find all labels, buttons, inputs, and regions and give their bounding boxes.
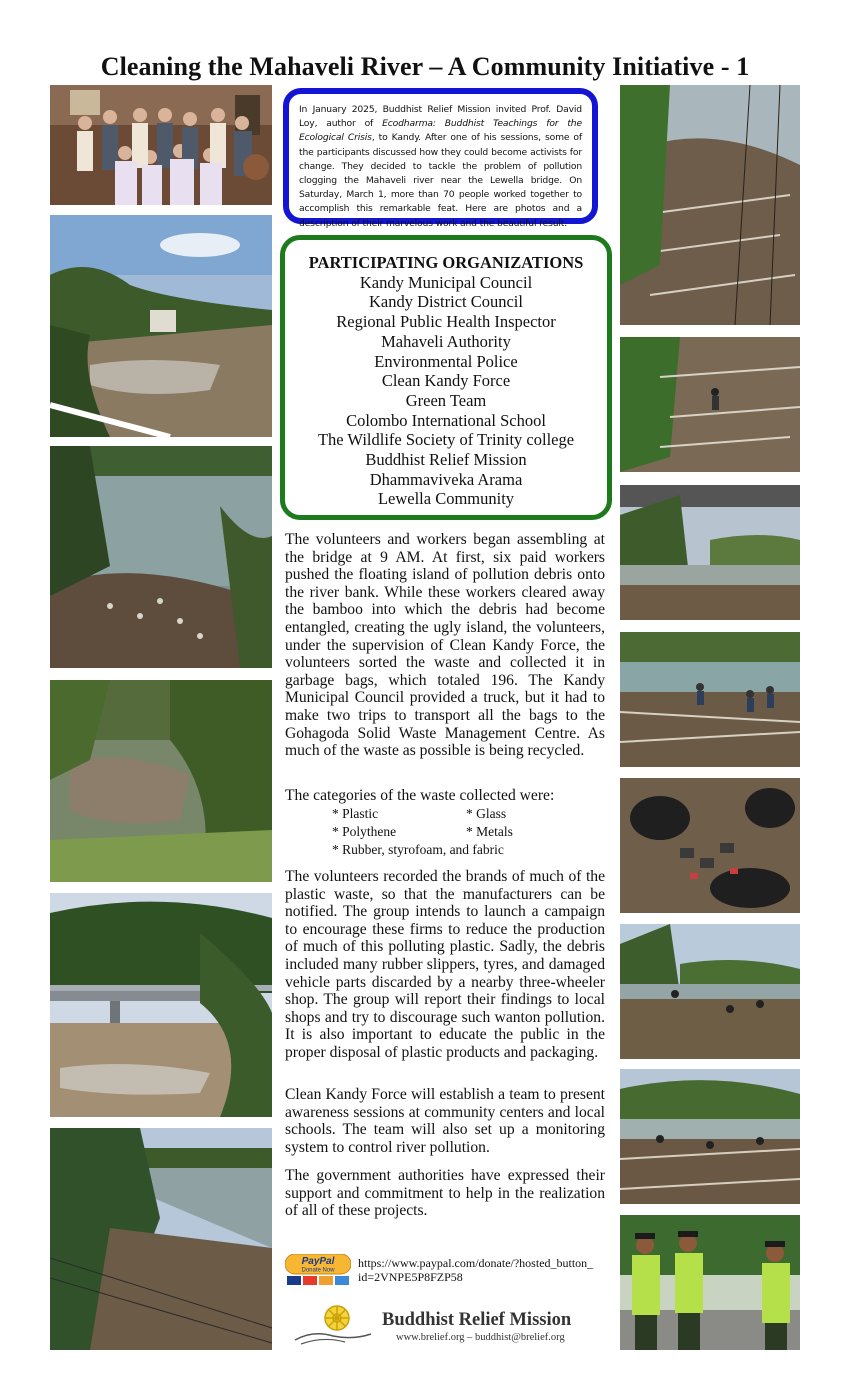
group-photo bbox=[50, 85, 272, 205]
org-item: Mahaveli Authority bbox=[381, 331, 511, 351]
volunteers-clearing-photo bbox=[620, 632, 800, 767]
org-item: Colombo International School bbox=[346, 410, 546, 430]
riverbank-volunteers-photo bbox=[620, 924, 800, 1059]
paragraph-government: The government authorities have expressed their support and commitment to help in the realization of all of these projects. bbox=[285, 1167, 605, 1220]
river-debris-photo-2 bbox=[50, 446, 272, 668]
intro-text-part1: In January 2025, Buddhist Relief Mission invited Prof. David Loy, author of bbox=[299, 104, 582, 130]
category-item: * Plastic bbox=[332, 806, 379, 821]
organizations-box bbox=[280, 235, 612, 520]
category-item: * Glass bbox=[466, 806, 507, 821]
river-vegetation-photo bbox=[50, 680, 272, 882]
paragraph-assembly: The volunteers and workers began assembling at the bridge at 9 AM. At first, six paid workers pushed the floating island of pollution debris onto the river bank. While these workers cleared away the bamboo into which the debris had become entangled, creating the ugly island, the volunteers, under the supervision of Clean Kandy Force, the volunteers sorted the waste and collected it in garbage bags, which totaled 196. The Kandy Municipal Council provided a truck, but it had to make two trips to transport all the bags to the Gohagoda Solid Waste Management Centre. As much of the waste as possible is being recycled. bbox=[285, 531, 605, 760]
footer-contact[interactable]: www.brelief.org – buddhist@brelief.org bbox=[396, 1332, 565, 1343]
river-debris-photo-1 bbox=[50, 215, 272, 437]
paypal-donate-link[interactable] bbox=[358, 1256, 608, 1284]
discover-card-icon bbox=[319, 1276, 333, 1285]
organizations-heading: PARTICIPATING ORGANIZATIONS bbox=[308, 253, 584, 272]
floating-debris-photo bbox=[620, 85, 800, 325]
paragraph-brands: The volunteers recorded the brands of much of the plastic waste, so that the manufacturers can be notified. The group intends to launch a campaign to encourage these firms to reduce the production of much of this polluting plastic. Sadly, the debris included many rubber slippers, tyres, and damaged vehicle parts discarded by a nearby three-wheeler shop. The group will report their findings to local shops and try to discourage such wanton pollution. It is also important to educate the public in the proper disposal of plastic products and packaging. bbox=[285, 868, 605, 1061]
under-bridge-photo bbox=[620, 485, 800, 620]
sorted-waste-photo bbox=[620, 778, 800, 913]
workers-in-debris-photo bbox=[620, 337, 800, 472]
org-item: Environmental Police bbox=[374, 351, 518, 371]
category-item: * Polythene bbox=[332, 824, 397, 839]
paypal-url-line2: id=2VNPE5P8FZP58 bbox=[358, 1270, 463, 1284]
org-item: Dhammaviveka Arama bbox=[369, 469, 523, 489]
footer-org-name: Buddhist Relief Mission bbox=[382, 1310, 572, 1330]
org-item: Lewella Community bbox=[377, 489, 515, 509]
riverbank-cleared-photo bbox=[50, 1128, 272, 1350]
paragraph-categories-intro: The categories of the waste collected were: bbox=[285, 787, 555, 804]
paragraph-awareness: Clean Kandy Force will establish a team to present awareness sessions at community centers and local schools. The team will also set up a monitoring system to control river pollution. bbox=[285, 1086, 605, 1156]
org-item: Clean Kandy Force bbox=[381, 371, 511, 391]
paypal-brand: PayPal bbox=[301, 1256, 335, 1267]
paypal-url-line1: https://www.paypal.com/donate/?hosted_button_ bbox=[358, 1256, 594, 1270]
visa-card-icon bbox=[287, 1276, 301, 1285]
bridge-photo bbox=[50, 893, 272, 1117]
donate-now-label: Donate Now bbox=[301, 1267, 335, 1274]
category-item: * Rubber, styrofoam, and fabric bbox=[332, 842, 504, 857]
environmental-police-photo bbox=[620, 1215, 800, 1350]
category-item: * Metals bbox=[466, 824, 513, 839]
mastercard-icon bbox=[303, 1276, 317, 1285]
org-item: Kandy District Council bbox=[369, 292, 523, 312]
book-title: Ecodharma: Buddhist Teachings for the Ecological Crisis bbox=[299, 118, 582, 144]
intro-text-part2: , to Kandy. After one of his sessions, some of the participants discussed how they could become activists for change. They decided to tackle the problem of pollution clogging the Mahaveli river near the Lewella bridge. On Saturday, March 1, more than 70 people worked together to accomplish this remarkable feat. Here are photos and a description of their marvelous work and the beautiful result. bbox=[299, 132, 582, 229]
org-item: Green Team bbox=[405, 390, 487, 410]
page-title: Cleaning the Mahaveli River – A Community Initiative - 1 bbox=[100, 52, 750, 81]
waste-categories-list bbox=[332, 805, 513, 859]
paypal-donate-button[interactable] bbox=[285, 1254, 351, 1286]
org-item: Kandy Municipal Council bbox=[359, 272, 533, 292]
group-cleaning-photo bbox=[620, 1069, 800, 1204]
org-item: Regional Public Health Inspector bbox=[336, 312, 556, 332]
amex-card-icon bbox=[335, 1276, 349, 1285]
intro-box bbox=[283, 88, 598, 229]
dharma-wheel-logo bbox=[293, 1300, 375, 1350]
org-item: The Wildlife Society of Trinity college bbox=[317, 430, 575, 450]
org-item: Buddhist Relief Mission bbox=[365, 450, 527, 470]
